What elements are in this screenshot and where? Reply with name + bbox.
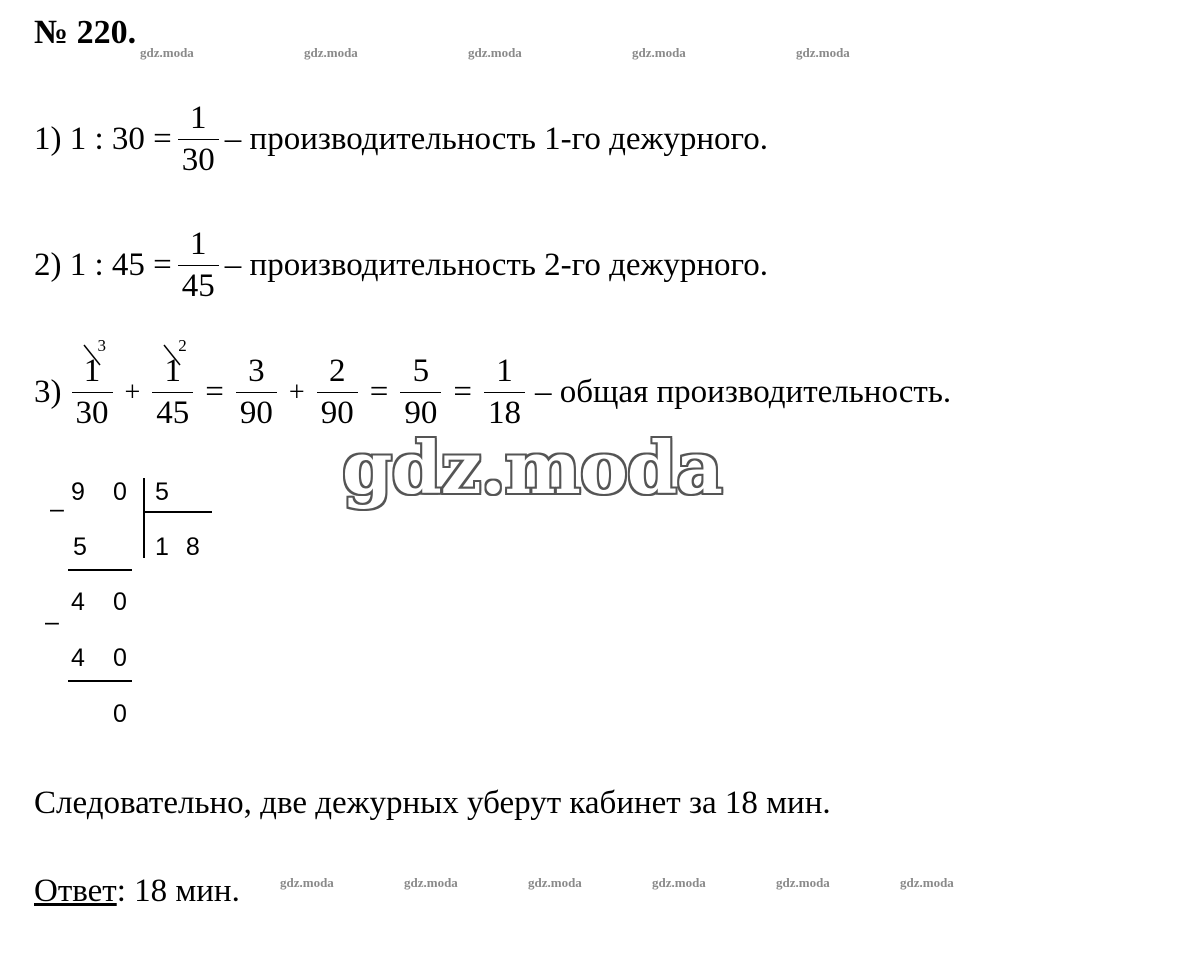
answer-value: : 18 мин. <box>116 873 240 909</box>
fraction <box>178 228 219 303</box>
watermark-text: gdz.moda <box>632 45 686 60</box>
dividend-digit: 0 <box>113 478 127 506</box>
watermark-text: gdz.moda <box>304 45 358 60</box>
remainder-digit: 0 <box>113 588 127 616</box>
slash-mark <box>76 336 116 375</box>
denominator: 90 <box>400 392 441 430</box>
problem-number: № 220. <box>34 14 137 51</box>
underline-rule <box>68 680 132 682</box>
denominator: 30 <box>178 139 219 177</box>
step-2-suffix: – производительность 2-го дежурного. <box>224 247 768 283</box>
denominator: 30 <box>72 392 113 430</box>
division-bar-vertical <box>143 478 145 558</box>
numerator: 5 <box>412 353 430 389</box>
subtrahend-digit: 4 <box>71 644 85 672</box>
watermark-text: gdz.moda <box>776 875 830 890</box>
fraction <box>72 336 113 431</box>
plus-sign: + <box>288 376 305 408</box>
watermark-text: gdz.moda <box>652 875 706 890</box>
equals-sign: = <box>369 374 389 410</box>
watermark-text: gdz.moda <box>140 45 194 60</box>
fraction <box>178 102 219 177</box>
numerator: 1 <box>190 226 207 262</box>
fraction <box>400 355 441 430</box>
division-bar-horizontal <box>143 511 212 513</box>
watermark-text: gdz.moda <box>468 45 522 60</box>
step-1-prefix: 1) 1 : 30 = <box>34 121 172 157</box>
denominator: 45 <box>178 265 219 303</box>
watermark-logo: gdz.moda <box>342 425 722 510</box>
answer <box>34 873 240 910</box>
watermark-text: gdz.moda <box>900 875 954 890</box>
fraction <box>317 355 358 430</box>
step-1 <box>34 102 768 177</box>
quotient: 1 8 <box>155 533 200 561</box>
numerator: 1 <box>164 353 182 389</box>
numerator: 2 <box>328 353 346 389</box>
answer-label: Ответ <box>34 873 117 909</box>
minus-sign: – <box>50 495 64 523</box>
numerator: 1 <box>190 100 207 136</box>
numerator: 3 <box>248 353 265 389</box>
underline-rule <box>68 569 132 571</box>
watermark-text: gdz.moda <box>796 45 850 60</box>
multiplier: 2 <box>178 336 187 355</box>
watermark-text: gdz.moda <box>404 875 458 890</box>
fraction <box>484 355 525 430</box>
denominator: 45 <box>152 392 193 430</box>
denominator: 18 <box>484 392 525 430</box>
remainder-digit: 4 <box>71 588 85 616</box>
fraction <box>152 336 193 431</box>
fraction <box>236 355 277 430</box>
equals-sign: = <box>205 374 224 410</box>
numerator: 1 <box>496 353 513 389</box>
step-2-prefix: 2) 1 : 45 = <box>34 247 172 283</box>
multiplier: 3 <box>97 336 106 355</box>
step-2 <box>34 228 768 303</box>
step-3 <box>34 336 952 431</box>
equals-sign: = <box>453 374 472 410</box>
dividend-digit: 9 <box>71 478 85 506</box>
plus-sign: + <box>124 376 141 408</box>
subtrahend-digit: 0 <box>113 644 127 672</box>
step-1-suffix: – производительность 1-го дежурного. <box>224 121 768 157</box>
divisor: 5 <box>155 478 169 506</box>
slash-mark <box>156 336 196 375</box>
denominator: 90 <box>236 392 277 430</box>
conclusion-text: Следовательно, две дежурных уберут кабинет за 18 мин. <box>34 785 831 821</box>
numerator: 1 <box>83 353 101 389</box>
watermark-text: gdz.moda <box>528 875 582 890</box>
final-remainder: 0 <box>113 700 127 728</box>
watermark-text: gdz.moda <box>280 875 334 890</box>
step-3-label: 3) <box>34 374 62 410</box>
subtrahend: 5 <box>73 533 87 561</box>
denominator: 90 <box>317 392 358 430</box>
minus-sign: – <box>45 608 59 636</box>
step-3-suffix: – общая производительность. <box>534 374 952 410</box>
